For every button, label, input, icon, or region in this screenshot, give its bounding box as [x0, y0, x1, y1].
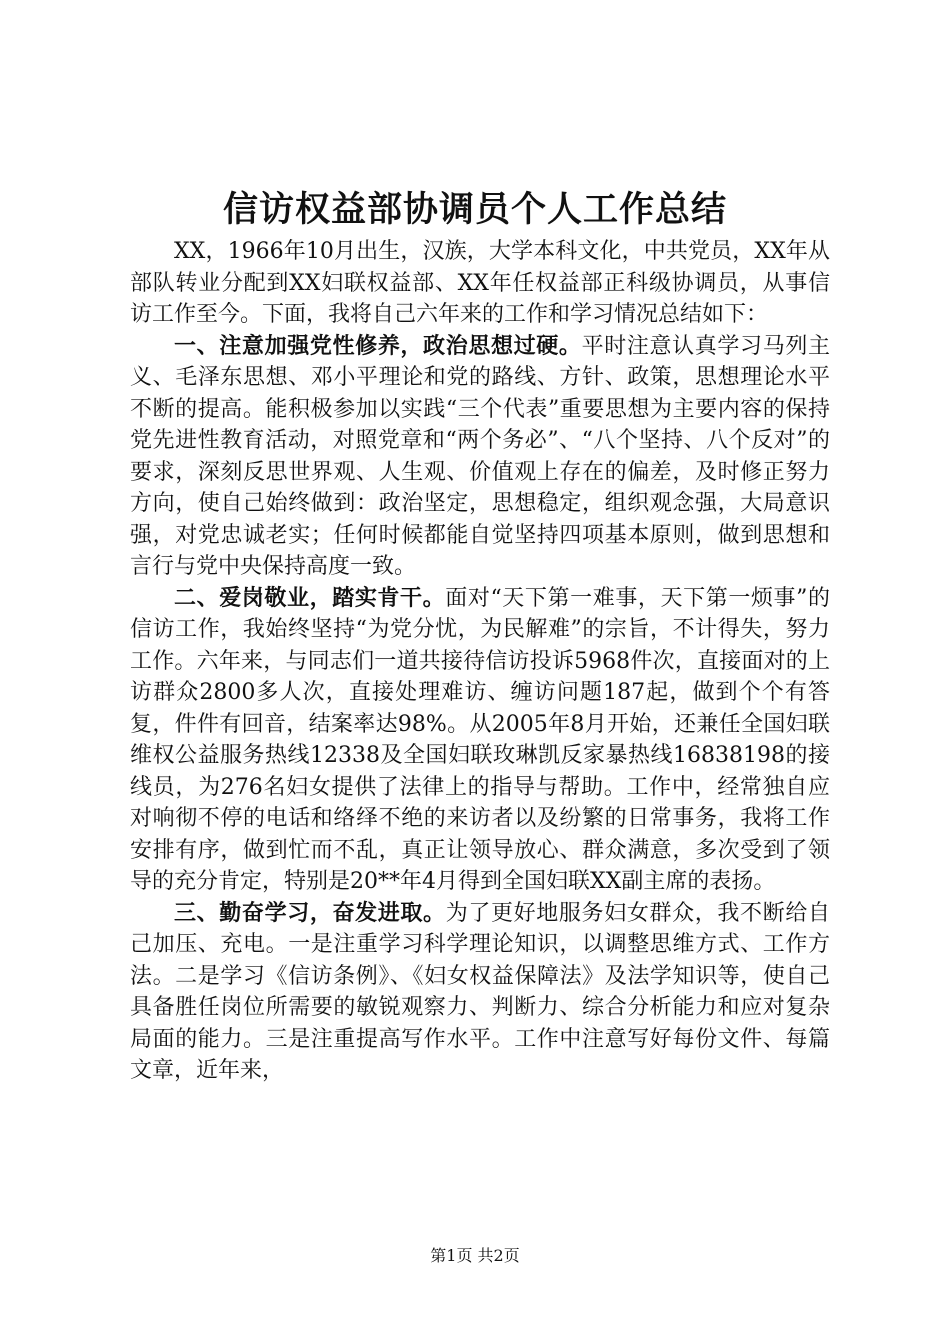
document-title: 信访权益部协调员个人工作总结: [222, 189, 727, 230]
document-body: [130, 236, 830, 1087]
section-heading-2: 二、爱岗敬业，踏实肯干。: [174, 584, 446, 611]
section-paragraph-3: [130, 898, 830, 1087]
section-text-2: 面对“天下第一难事，天下第一烦事”的信访工作，我始终坚持“为党分忧，为民解难”的宗旨，不计得失，努力工作。六年来，与同志们一道共接待信访投诉5968件次，直接面对的上访群众2800多人次，直接处理难访、缠访问题187起，做到个个有答复，件件有回音，结案率达98%。从2005年8月开始，还兼任全国妇联维权公益服务热线12338及全国妇联玫琳凯反家暴热线16838198的接线员，为276名妇女提供了法律上的指导与帮助。工作中，经常独自应对响彻不停的电话和络绎不绝的来访者以及纷繁的日常事务，我将工作安排有序，做到忙而不乱，真正让领导放心、群众满意，多次受到了领导的充分肯定，特别是20**年4月得到全国妇联XX副主席的表扬。: [130, 585, 830, 894]
section-text-3: 为了更好地服务妇女群众，我不断给自己加压、充电。一是注重学习科学理论知识，以调整思维方式、工作方法。二是学习《信访条例》、《妇女权益保障法》及法学知识等，使自己具备胜任岗位所需要的敏锐观察力、判断力、综合分析能力和应对复杂局面的能力。三是注重提高写作水平。工作中注意写好每份文件、每篇文章，近年来，: [130, 900, 830, 1083]
section-paragraph-1: [130, 331, 830, 583]
section-text-1: 平时注意认真学习马列主义、毛泽东思想、邓小平理论和党的路线、方针、政策，思想理论水平不断的提高。能积极参加以实践“三个代表”重要思想为主要内容的保持党先进性教育活动，对照党章和“两个务必”、“八个坚持、八个反对”的要求，深刻反思世界观、人生观、价值观上存在的偏差，及时修正努力方向，使自己始终做到：政治坚定，思想稳定，组织观念强，大局意识强，对党忠诚老实；任何时候都能自觉坚持四项基本原则，做到思想和言行与党中央保持高度一致。: [130, 333, 830, 579]
intro-paragraph: XX，1966年10月出生，汉族，大学本科文化，中共党员，XX年从部队转业分配到XX妇联权益部、XX年任权益部正科级协调员，从事信访工作至今。下面，我将自己六年来的工作和学习情况总结如下：: [130, 239, 830, 327]
section-heading-3: 三、勤奋学习，奋发进取。: [174, 899, 446, 926]
section-heading-1: 一、注意加强党性修养，政治思想过硬。: [174, 332, 582, 359]
section-paragraph-2: [130, 583, 830, 898]
page-number-footer: 第1页 共2页: [430, 1246, 520, 1265]
